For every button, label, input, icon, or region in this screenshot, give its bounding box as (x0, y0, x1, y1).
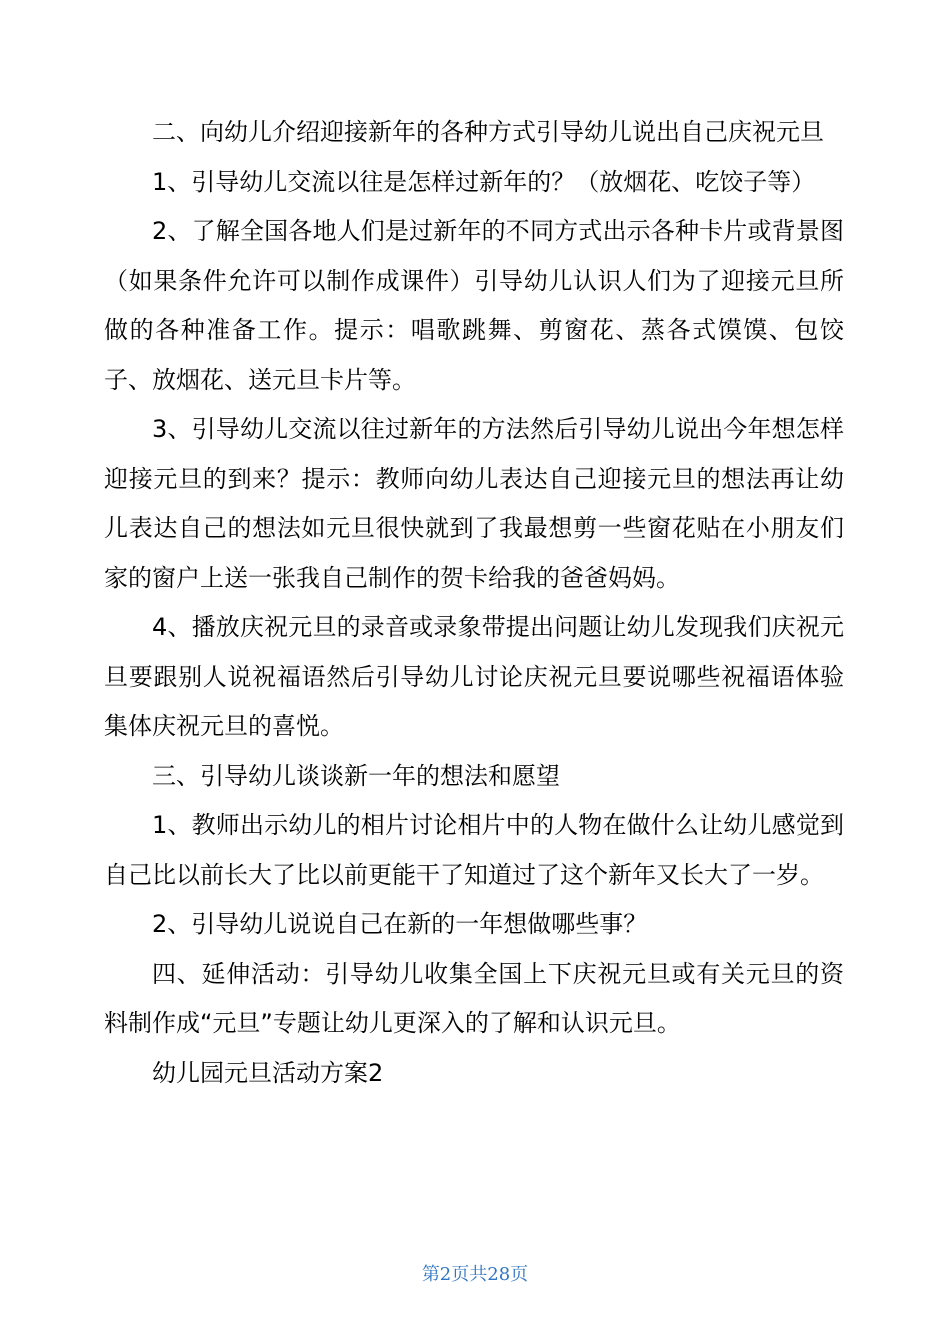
next-plan-title: 幼儿园元旦活动方案2 (152, 1058, 384, 1087)
list-item-2-3: 3、引导幼儿交流以往过新年的方法然后引导幼儿说出今年想怎样迎接元旦的到来？提示：教师向幼儿表达自己迎接元旦的想法再让幼儿表达自己的想法如元旦很快就到了我最想剪一些窗花贴在小朋友们家的窗户上送一张我自己制作的贺卡给我的爸爸妈妈。 (104, 415, 844, 592)
list-item-2-2: 2、了解全国各地人们是过新年的不同方式出示各种卡片或背景图（如果条件允许可以制作成课件）引导幼儿认识人们为了迎接元旦所做的各种准备工作。提示：唱歌跳舞、剪窗花、蒸各式馍馍、包饺子、放烟花、送元旦卡片等。 (104, 217, 844, 394)
page-number-footer: 第2页共28页 (421, 1264, 529, 1285)
section-heading-three: 三、引导幼儿谈谈新一年的想法和愿望 (152, 761, 560, 790)
list-item-2-4: 4、播放庆祝元旦的录音或录象带提出问题让幼儿发现我们庆祝元旦要跟别人说祝福语然后引导幼儿讨论庆祝元旦要说哪些祝福语体验集体庆祝元旦的喜悦。 (104, 613, 844, 740)
section-heading-four: 四、延伸活动：引导幼儿收集全国上下庆祝元旦或有关元旦的资料制作成“元旦”专题让幼儿更深入的了解和认识元旦。 (104, 959, 844, 1037)
list-item-2-1: 1、引导幼儿交流以往是怎样过新年的？（放烟花、吃饺子等） (152, 167, 816, 196)
list-item-3-1: 1、教师出示幼儿的相片讨论相片中的人物在做什么让幼儿感觉到自己比以前长大了比以前更能干了知道过了这个新年又长大了一岁。 (104, 811, 844, 889)
section-heading-two: 二、向幼儿介绍迎接新年的各种方式引导幼儿说出自己庆祝元旦 (152, 118, 824, 146)
document-body (104, 108, 844, 1098)
list-item-3-2: 2、引导幼儿说说自己在新的一年想做哪些事？ (152, 910, 648, 938)
